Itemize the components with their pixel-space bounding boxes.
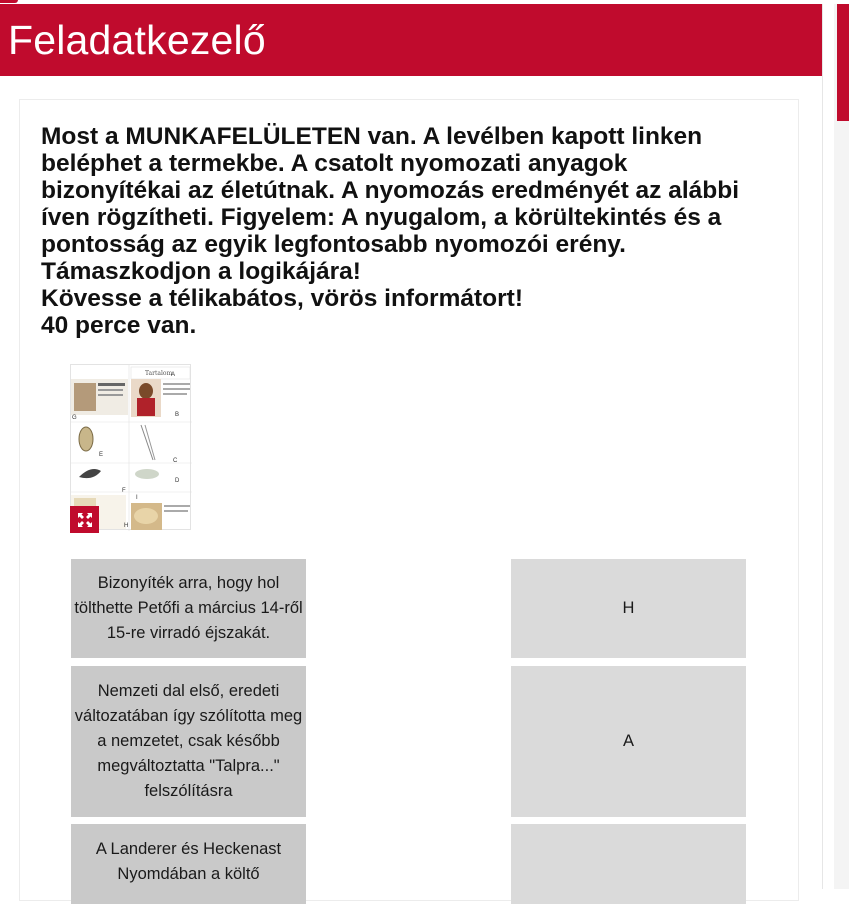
content-divider [822, 4, 823, 889]
task-instruction: Most a MUNKAFELÜLETEN van. A levélben kapott linken beléphet a termekbe. A csatolt nyomozati anyagok bizonyítékai az életútnak. A nyomozás eredményét az alábbi íven rögzítheti. Figyelem: A nyugalom, a körültekintés és a pontosság az egyik legfontosabb nyomozói erény. Támaszkodjon a logikájára! Kövesse a télikabátos, vörös informátort! 40 perce van. [41, 123, 740, 339]
collage-letter-d: D [175, 478, 180, 484]
scrollbar-track[interactable] [834, 4, 849, 889]
match-answer-3[interactable] [511, 824, 746, 904]
collage-letter-i: I [136, 495, 138, 501]
match-prompt-2[interactable]: Nemzeti dal első, eredeti változatában így szólította meg a nemzetet, csak később megváltoztatta "Talpra..." felszólításra [71, 666, 306, 817]
scrollbar-thumb[interactable] [837, 4, 849, 121]
collage-letter-b: B [175, 412, 180, 418]
app-title: Feladatkezelő [8, 17, 266, 63]
expand-icon [77, 512, 93, 528]
collage-letter-e: E [99, 452, 104, 458]
collage-letter-g: G [72, 415, 77, 421]
top-accent [0, 0, 18, 3]
collage-letter-h: H [124, 523, 129, 529]
collage-letter-c: C [173, 458, 178, 464]
collage-letter-f: F [122, 488, 126, 494]
match-answer-1[interactable]: H [511, 559, 746, 658]
match-prompt-3[interactable]: A Landerer és Heckenast Nyomdában a költő [71, 824, 306, 904]
match-answer-2[interactable]: A [511, 666, 746, 817]
expand-image-button[interactable] [70, 506, 99, 533]
app-header [0, 4, 822, 76]
match-prompt-1[interactable]: Bizonyíték arra, hogy hol tölthette Petőfi a március 14-ről 15-re virradó éjszakát. [71, 559, 306, 658]
collage-header-label: Tartalom [145, 370, 173, 377]
collage-letter-a: A [171, 372, 176, 378]
